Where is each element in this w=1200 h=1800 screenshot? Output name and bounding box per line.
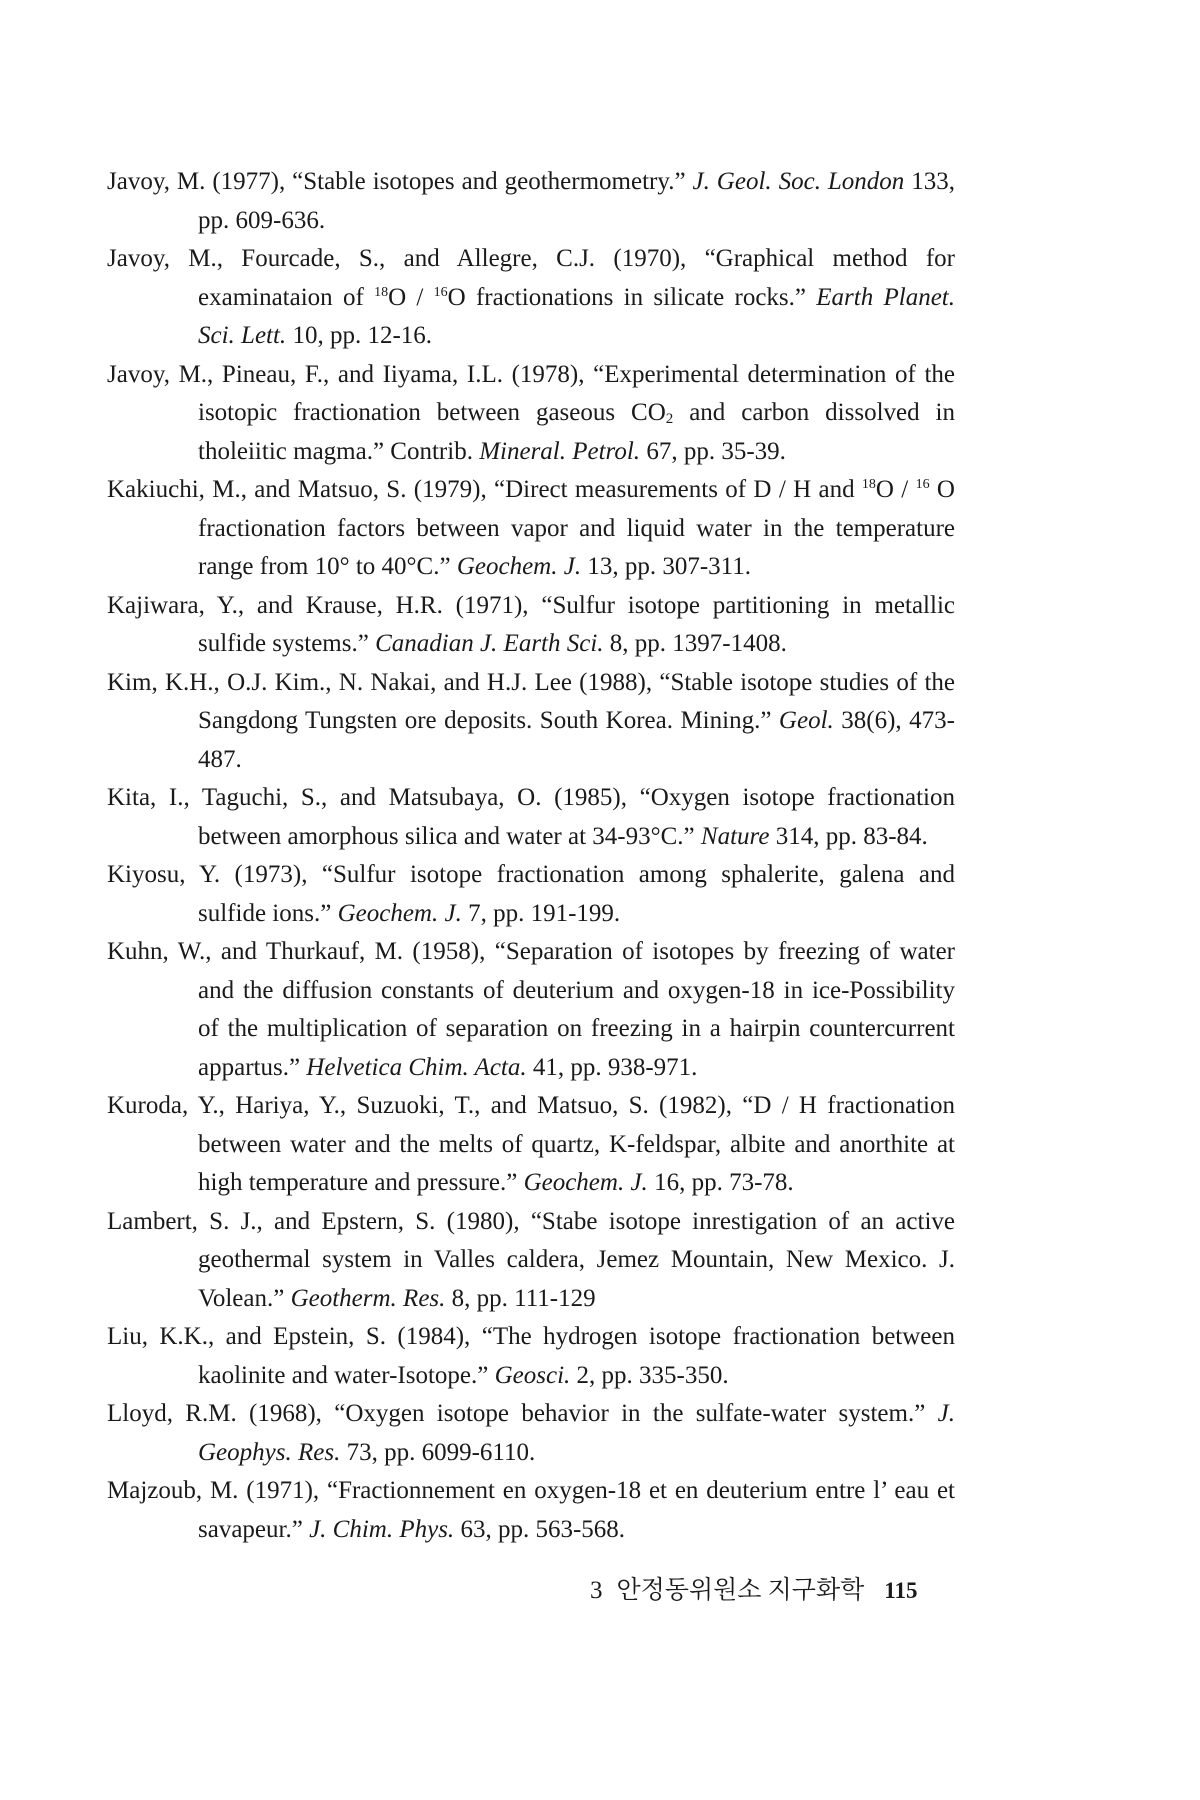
ref-title: “Sulfur isotope partitioning in metallic sulfide systems.”: [198, 591, 955, 657]
ref-details: 2, pp. 335-350.: [570, 1361, 729, 1389]
ref-details: 314, pp. 83-84.: [769, 822, 928, 850]
ref-details: 8, pp. 111-129: [445, 1284, 596, 1312]
ref-authors: Kakiuchi, M., and Matsuo, S. (1979),: [107, 476, 495, 503]
ref-authors: Javoy, M., Pineau, F., and Iiyama, I.L. (1978),: [107, 360, 594, 388]
ref-authors: Lloyd, R.M. (1968),: [107, 1400, 335, 1427]
ref-superscript: 16: [433, 284, 448, 300]
ref-details: 7, pp. 191-199.: [461, 899, 621, 927]
ref-journal: J. Chim. Phys.: [309, 1515, 455, 1543]
ref-journal: Geochem. J.: [337, 899, 462, 927]
reference-entry: [107, 163, 955, 240]
ref-title: “D / H fractionation between water and the melts of quartz, K-feldspar, albite and anorthite at high temperature and pressure.”: [198, 1092, 955, 1196]
ref-authors: Kim, K.H., O.J. Kim., N. Nakai, and H.J. Lee (1988),: [107, 668, 660, 696]
ref-title: “Oxygen isotope behavior in the sulfate-water system.”: [334, 1400, 938, 1427]
ref-authors: Kiyosu, Y. (1973),: [107, 861, 322, 888]
ref-journal: Geochem. J.: [523, 1169, 648, 1196]
ref-journal: Geochem. J.: [456, 553, 582, 580]
ref-title: and carbon dissolved in tholeiitic magma.” Contrib.: [198, 399, 955, 465]
reference-entry: [107, 471, 955, 587]
ref-journal: Nature: [700, 822, 770, 850]
ref-journal: J. Geophys. Res.: [198, 1400, 956, 1466]
ref-title: “Experimental determination of the isotopic fractionation between gaseous CO: [198, 360, 955, 426]
reference-entry: [107, 664, 955, 780]
ref-title: “Separation of isotopes by freezing of water and the diffusion constants of deuterium and oxygen-18 in ice-Possibility of the multiplication of separation on freezing in a hairpin countercurrent appartus.”: [198, 938, 955, 1081]
ref-details: 67, pp. 35-39.: [640, 437, 786, 465]
ref-authors: Liu, K.K., and Epstein, S. (1984),: [107, 1323, 482, 1350]
reference-entry: [107, 1318, 955, 1395]
reference-entry: [107, 240, 955, 356]
ref-authors: Kita, I., Taguchi, S., and Matsubaya, O. (1985),: [107, 784, 640, 811]
page-number: 115: [884, 1578, 918, 1603]
ref-title: “Graphical method for examinataion of: [198, 245, 955, 311]
ref-details: 63, pp. 563-568.: [454, 1515, 626, 1543]
ref-superscript: 18: [861, 477, 876, 492]
page-footer: [590, 1570, 970, 1606]
ref-authors: Kuhn, W., and Thurkauf, M. (1958),: [107, 938, 495, 965]
ref-authors: Kuroda, Y., Hariya, Y., Suzuoki, T., and Matsuo, S. (1982),: [107, 1092, 743, 1119]
reference-entry: [107, 1395, 955, 1472]
reference-entry: [107, 856, 955, 933]
ref-authors: Lambert, S. J., and Epstern, S. (1980),: [107, 1207, 531, 1235]
ref-superscript: 18: [374, 284, 389, 300]
chapter-title: 안정동위원소 지구화학: [616, 1577, 865, 1604]
ref-journal: Canadian J. Earth Sci.: [375, 630, 604, 657]
chapter-number: 3: [590, 1577, 603, 1604]
ref-journal: Geotherm. Res.: [290, 1284, 446, 1312]
ref-details: 16, pp. 73-78.: [647, 1169, 794, 1196]
reference-entry: [107, 1472, 955, 1549]
ref-details: 8, pp. 1397-1408.: [603, 630, 787, 657]
ref-title: “Stable isotope studies of the Sangdong Tungsten ore deposits. South Korea. Mining.”: [198, 668, 955, 734]
ref-title: “Oxygen isotope fractionation between amorphous silica and water at 34-93°C.”: [198, 784, 955, 850]
ref-title: O fractionation factors between vapor and liquid water in the temperature range from 10° to 40°C.”: [198, 476, 955, 580]
ref-title: “The hydrogen isotope fractionation between kaolinite and water-Isotope.”: [198, 1323, 955, 1389]
reference-entry: [107, 933, 955, 1087]
ref-journal: J. Geol. Soc. London: [692, 168, 905, 195]
ref-title: “Direct measurements of D / H and: [494, 476, 862, 503]
ref-details: 10, pp. 12-16.: [286, 322, 433, 349]
reference-list: [107, 163, 955, 1549]
ref-authors: Majzoub, M. (1971),: [107, 1477, 327, 1504]
reference-entry: [107, 587, 955, 664]
ref-details: 13, pp. 307-311.: [581, 553, 751, 580]
ref-details: 38(6), 473-487.: [198, 707, 955, 773]
ref-title: “Fractionnement en oxygen-18 et en deuterium entre l’ eau et savapeur.”: [198, 1477, 955, 1543]
ref-journal: Helvetica Chim. Acta.: [306, 1053, 527, 1081]
ref-journal: Earth Planet. Sci. Lett.: [198, 283, 955, 349]
reference-entry: [107, 356, 955, 472]
reference-entry: [107, 779, 955, 856]
ref-journal: Geol.: [778, 707, 834, 734]
ref-title: O /: [875, 476, 916, 503]
ref-details: 133, pp. 609-636.: [198, 168, 955, 234]
ref-journal: Mineral. Petrol.: [479, 437, 641, 465]
ref-title: O fractionations in silicate rocks.”: [447, 283, 817, 311]
reference-entry: [107, 1087, 955, 1203]
ref-superscript: 16: [915, 477, 930, 492]
ref-title: “Stable isotopes and geothermometry.”: [292, 168, 693, 195]
ref-title: O /: [388, 283, 434, 311]
ref-details: 41, pp. 938-971.: [526, 1053, 698, 1081]
ref-title: “Sulfur isotope fractionation among sphalerite, galena and sulfide ions.”: [198, 861, 955, 927]
ref-journal: Geosci.: [494, 1361, 571, 1389]
ref-authors: Javoy, M., Fourcade, S., and Allegre, C.J. (1970),: [107, 245, 705, 272]
ref-details: 73, pp. 6099-6110.: [340, 1438, 536, 1466]
ref-authors: Kajiwara, Y., and Krause, H.R. (1971),: [107, 591, 542, 619]
ref-title: “Stabe isotope inrestigation of an active geothermal system in Valles caldera, Jemez Mountain, New Mexico. J. Volean.”: [198, 1207, 955, 1312]
ref-subscript: 2: [665, 411, 674, 427]
reference-entry: [107, 1203, 955, 1319]
ref-authors: Javoy, M. (1977),: [107, 168, 293, 195]
